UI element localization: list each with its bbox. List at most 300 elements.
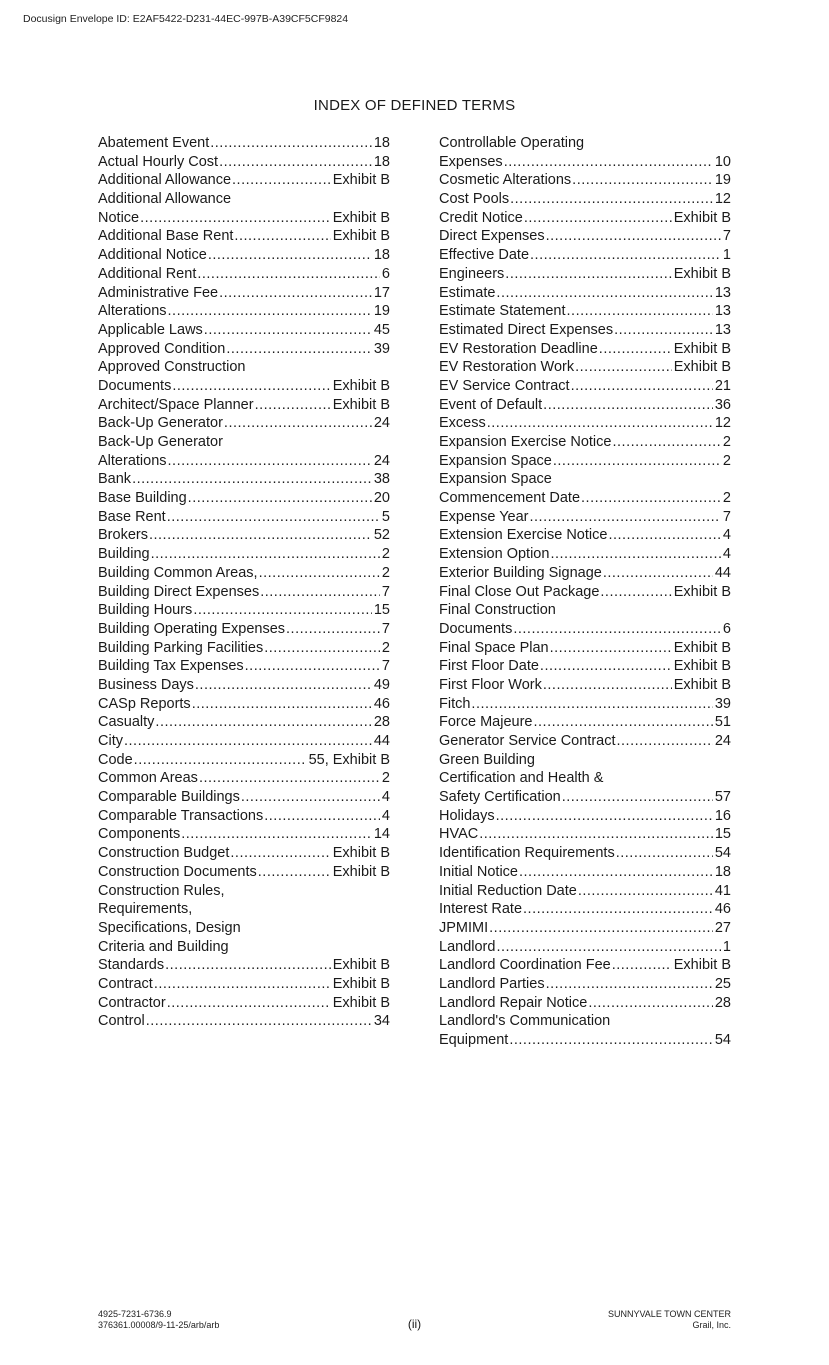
dot-leader: [181, 825, 372, 844]
index-entry: [439, 863, 731, 882]
index-term: Excess: [439, 415, 486, 432]
index-page-ref: 18: [373, 247, 390, 264]
index-page-ref: 10: [714, 153, 731, 170]
dot-leader: [241, 788, 380, 807]
index-term: Fitch: [439, 695, 471, 712]
index-term: Additional Rent: [98, 265, 197, 282]
index-term: City: [98, 733, 123, 749]
index-entry: [98, 284, 390, 303]
index-entry: [98, 134, 390, 153]
index-page-ref: 44: [714, 564, 731, 581]
index-term: Controllable Operating: [439, 135, 585, 151]
index-entry: [98, 508, 390, 527]
index-term: Building Common Areas,: [98, 564, 258, 581]
index-page-ref: 44: [373, 733, 390, 749]
index-entry: [98, 190, 390, 227]
index-page-ref: 19: [714, 172, 731, 189]
index-term: Cost Pools: [439, 191, 510, 208]
dot-leader: [519, 863, 713, 882]
index-term: Alterations: [98, 452, 167, 469]
dot-leader: [496, 938, 720, 957]
index-term: Building Operating Expenses: [98, 620, 286, 637]
index-term: EV Restoration Deadline: [439, 340, 598, 357]
index-term: Identification Requirements: [439, 845, 615, 862]
index-term: Final Close Out Package: [439, 583, 600, 600]
dot-leader: [572, 171, 713, 190]
dot-leader: [546, 975, 713, 994]
index-page-ref: 6: [722, 620, 731, 637]
dot-leader: [188, 489, 372, 508]
index-term: JPMIMI: [439, 919, 489, 936]
index-entry: [439, 732, 731, 751]
index-entry: [98, 732, 390, 751]
index-term: Final Construction: [439, 602, 556, 619]
index-page-ref: 46: [373, 695, 390, 712]
dot-leader: [578, 882, 713, 901]
index-page-ref: 1: [722, 247, 731, 264]
index-term: Comparable Transactions: [98, 807, 264, 824]
index-entry: [439, 284, 731, 303]
index-entry: [439, 452, 731, 471]
index-page-ref: 41: [714, 882, 731, 899]
dot-leader: [286, 620, 380, 639]
index-term: Building Direct Expenses: [98, 583, 260, 600]
index-term: Specifications, Design: [98, 919, 241, 936]
index-term: Construction Budget: [98, 845, 230, 862]
index-entry: [98, 713, 390, 732]
index-page-ref: 46: [714, 901, 731, 918]
index-page-ref: Exhibit B: [673, 265, 731, 282]
index-term: Safety Certification: [439, 789, 561, 806]
index-term: Landlord Parties: [439, 975, 545, 992]
dot-leader: [612, 956, 672, 975]
index-page-ref: 2: [722, 434, 731, 450]
index-entry: [439, 900, 731, 919]
index-entry: [98, 340, 390, 359]
index-page-ref: 15: [373, 602, 390, 619]
index-entry: [98, 414, 390, 433]
index-term: Documents: [439, 620, 513, 637]
index-page-ref: 25: [714, 975, 731, 992]
index-entry: [439, 396, 731, 415]
index-term: Brokers: [98, 527, 148, 544]
dot-leader: [219, 153, 372, 172]
index-page-ref: 51: [714, 714, 731, 731]
index-term: Bank: [98, 471, 132, 488]
index-page-ref: 13: [714, 303, 731, 320]
index-entry: [98, 807, 390, 826]
dot-leader: [614, 321, 713, 340]
index-term: Engineers: [439, 265, 505, 282]
index-entry: [439, 601, 731, 638]
dot-leader: [543, 676, 672, 695]
dot-leader: [132, 470, 372, 489]
index-entry: [439, 302, 731, 321]
index-term: Building Parking Facilities: [98, 639, 264, 656]
index-page-ref: 7: [381, 583, 390, 600]
index-page-ref: 2: [722, 490, 731, 507]
index-page-ref: Exhibit B: [332, 994, 390, 1011]
dot-leader: [192, 695, 372, 714]
dot-leader: [543, 396, 713, 415]
index-page-ref: 6: [381, 265, 390, 282]
index-entry: [439, 713, 731, 732]
footer-tenant-name: Grail, Inc.: [692, 1320, 731, 1330]
dot-leader: [259, 564, 380, 583]
index-entry: [439, 975, 731, 994]
index-term: Estimate Statement: [439, 303, 566, 320]
index-entry: [98, 825, 390, 844]
index-term: Certification and Health &: [439, 770, 604, 787]
index-entry: [439, 526, 731, 545]
index-page-ref: 28: [714, 994, 731, 1011]
dot-leader: [258, 863, 331, 882]
index-page-ref: 24: [714, 733, 731, 749]
index-page-ref: 39: [714, 695, 731, 712]
index-page-ref: 7: [722, 228, 731, 245]
dot-leader: [155, 713, 371, 732]
index-page-ref: 14: [373, 826, 390, 843]
index-page-ref: 55, Exhibit B: [308, 751, 390, 768]
index-page-ref: 19: [373, 303, 390, 320]
dot-leader: [479, 825, 713, 844]
index-term: Base Rent: [98, 508, 166, 525]
index-term: Components: [98, 826, 181, 843]
dot-leader: [599, 340, 672, 359]
index-term: Building Hours: [98, 602, 193, 619]
index-entry: [98, 246, 390, 265]
dot-leader: [533, 713, 712, 732]
index-page-ref: 28: [373, 714, 390, 731]
dot-leader: [608, 526, 720, 545]
index-term: Contractor: [98, 994, 166, 1011]
index-entry: [98, 227, 390, 246]
index-term: Exterior Building Signage: [439, 564, 602, 581]
dot-leader: [245, 657, 380, 676]
index-entry: [439, 938, 731, 957]
index-page-ref: 5: [381, 508, 390, 525]
index-entry: [439, 227, 731, 246]
index-page-ref: Exhibit B: [673, 957, 731, 974]
index-term: Landlord: [439, 938, 496, 955]
index-term: EV Restoration Work: [439, 359, 575, 376]
index-entry: [439, 508, 731, 527]
index-page-ref: Exhibit B: [673, 359, 731, 376]
index-entry: [98, 545, 390, 564]
index-term: Additional Allowance: [98, 191, 232, 208]
index-entry: [439, 639, 731, 658]
dot-leader: [167, 994, 331, 1013]
index-page-ref: Exhibit B: [332, 228, 390, 245]
index-page-ref: Exhibit B: [332, 863, 390, 880]
index-term: Approved Condition: [98, 340, 226, 357]
dot-leader: [540, 657, 672, 676]
dot-leader: [505, 265, 671, 284]
index-term: Initial Notice: [439, 863, 518, 880]
index-entry: [439, 919, 731, 938]
index-entry: [98, 751, 390, 770]
index-term: Force Majeure: [439, 714, 533, 731]
dot-leader: [513, 620, 721, 639]
index-entry: [98, 620, 390, 639]
footer-doc-number: 4925-7231-6736.9: [98, 1309, 172, 1319]
index-term: Casualty: [98, 714, 155, 731]
index-term: Administrative Fee: [98, 284, 219, 301]
index-term: Landlord Repair Notice: [439, 994, 588, 1011]
index-entry: [439, 956, 731, 975]
dot-leader: [524, 209, 672, 228]
index-entry: [439, 358, 731, 377]
index-term: Base Building: [98, 490, 187, 507]
index-entry: [98, 769, 390, 788]
index-entry: [98, 433, 390, 470]
dot-leader: [208, 246, 372, 265]
index-page-ref: 36: [714, 396, 731, 413]
index-entry: [439, 844, 731, 863]
index-term: Back-Up Generator: [98, 415, 223, 432]
index-page-ref: Exhibit B: [332, 845, 390, 862]
index-entry: [98, 321, 390, 340]
dot-leader: [612, 433, 720, 452]
index-term: Event of Default: [439, 396, 543, 413]
index-page-ref: 2: [381, 639, 390, 656]
index-page-ref: 18: [373, 135, 390, 151]
index-entry: [98, 526, 390, 545]
index-page-ref: 13: [714, 284, 731, 301]
index-term: Notice: [98, 209, 140, 226]
index-page-ref: 4: [381, 789, 390, 806]
index-page-ref: Exhibit B: [673, 340, 731, 357]
index-page-ref: 4: [722, 546, 731, 563]
dot-leader: [197, 265, 380, 284]
dot-leader: [226, 340, 371, 359]
index-entry: [439, 171, 731, 190]
dot-leader: [616, 844, 713, 863]
dot-leader: [510, 190, 713, 209]
index-entry: [439, 825, 731, 844]
index-entry: [439, 564, 731, 583]
index-term: Back-Up Generator: [98, 434, 223, 450]
index-entry: [439, 545, 731, 564]
index-entry: [439, 321, 731, 340]
index-entry: [98, 358, 390, 395]
dot-leader: [168, 302, 372, 321]
dot-leader: [232, 171, 331, 190]
index-term: HVAC: [439, 826, 479, 843]
index-term: Common Areas: [98, 770, 198, 787]
index-term: Expenses: [439, 153, 503, 170]
index-page-ref: 18: [373, 153, 390, 170]
index-entry: [439, 265, 731, 284]
dot-leader: [124, 732, 372, 751]
index-term: Holidays: [439, 807, 495, 824]
index-page-ref: 49: [373, 676, 390, 693]
index-entry: [98, 153, 390, 172]
dot-leader: [504, 153, 713, 172]
index-term: Construction Rules,: [98, 882, 225, 899]
index-page-ref: 7: [381, 620, 390, 637]
dot-leader: [530, 508, 721, 527]
index-entry: [98, 601, 390, 620]
footer-matter-number: 376361.00008/9-11-25/arb/arb: [98, 1320, 220, 1330]
index-entry: [439, 583, 731, 602]
dot-leader: [600, 583, 671, 602]
index-page-ref: 15: [714, 826, 731, 843]
dot-leader: [553, 452, 721, 471]
index-entry: [98, 695, 390, 714]
index-term: Comparable Buildings: [98, 789, 240, 806]
index-term: Interest Rate: [439, 901, 523, 918]
index-entry: [439, 414, 731, 433]
index-term: Generator Service Contract: [439, 733, 616, 749]
index-term: Business Days: [98, 676, 194, 693]
index-page-ref: 2: [381, 770, 390, 787]
index-term: Contract: [98, 975, 153, 992]
dot-leader: [496, 807, 713, 826]
index-term: Estimated Direct Expenses: [439, 321, 614, 338]
dot-leader: [165, 956, 331, 975]
dot-leader: [255, 396, 331, 415]
dot-leader: [230, 844, 330, 863]
index-term: Direct Expenses: [439, 228, 545, 245]
index-term: Extension Option: [439, 546, 550, 563]
dot-leader: [210, 134, 372, 153]
index-page-ref: 2: [381, 546, 390, 563]
dot-leader: [581, 489, 721, 508]
dot-leader: [487, 414, 713, 433]
index-entry: [98, 1012, 390, 1031]
dot-leader: [260, 583, 380, 602]
index-term: Equipment: [439, 1032, 509, 1048]
index-page-ref: 21: [714, 377, 731, 394]
index-page-ref: 2: [381, 564, 390, 581]
dot-leader: [575, 358, 672, 377]
index-entry: [98, 788, 390, 807]
index-page-ref: 2: [722, 452, 731, 469]
index-term: Building: [98, 546, 150, 563]
index-entry: [98, 975, 390, 994]
index-entry: [439, 657, 731, 676]
index-term: Applicable Laws: [98, 321, 203, 338]
dot-leader: [195, 676, 372, 695]
index-term: Control: [98, 1013, 145, 1030]
docusign-envelope-id: Docusign Envelope ID: E2AF5422-D231-44EC-997B-A39CF5CF9824: [23, 13, 349, 25]
index-entry: [439, 246, 731, 265]
index-entry: [98, 657, 390, 676]
index-page-ref: Exhibit B: [332, 377, 390, 394]
dot-leader: [154, 975, 331, 994]
index-term: Expansion Space: [439, 452, 552, 469]
index-entry: [439, 695, 731, 714]
dot-leader: [496, 284, 712, 303]
index-page-ref: 54: [714, 845, 731, 862]
index-page-ref: 17: [373, 284, 390, 301]
dot-leader: [149, 526, 372, 545]
index-term: Standards: [98, 957, 165, 974]
index-entry: [98, 676, 390, 695]
dot-leader: [199, 769, 380, 788]
index-entry: [439, 676, 731, 695]
index-term: CASp Reports: [98, 695, 191, 712]
index-column-left: [98, 134, 390, 1031]
index-page-ref: 13: [714, 321, 731, 338]
index-term: Estimate: [439, 284, 496, 301]
index-page-ref: 39: [373, 340, 390, 357]
page-title: INDEX OF DEFINED TERMS: [313, 97, 516, 114]
index-page-ref: 12: [714, 191, 731, 208]
dot-leader: [567, 302, 713, 321]
index-entry: [98, 844, 390, 863]
dot-leader: [168, 452, 372, 471]
index-term: Landlord Coordination Fee: [439, 957, 611, 974]
index-term: Green Building: [439, 751, 535, 768]
index-page-ref: 4: [722, 527, 731, 544]
index-term: Construction Documents: [98, 863, 257, 880]
index-term: Expansion Exercise Notice: [439, 434, 612, 450]
index-term: Actual Hourly Cost: [98, 153, 219, 170]
index-page-ref: Exhibit B: [673, 639, 731, 656]
dot-leader: [146, 1012, 372, 1031]
index-entry: [98, 265, 390, 284]
dot-leader: [224, 414, 372, 433]
dot-leader: [546, 227, 721, 246]
dot-leader: [140, 209, 331, 228]
index-term: Approved Construction: [98, 359, 246, 376]
index-term: Criteria and Building: [98, 938, 229, 955]
index-entry: [98, 882, 390, 975]
index-entry: [98, 171, 390, 190]
index-page-ref: 54: [714, 1032, 731, 1048]
index-term: Additional Notice: [98, 247, 207, 264]
dot-leader: [489, 919, 713, 938]
index-term: Additional Base Rent: [98, 228, 234, 245]
index-page-ref: 38: [373, 471, 390, 488]
index-term: Commencement Date: [439, 490, 581, 507]
index-entry: [439, 134, 731, 171]
index-entry: [98, 396, 390, 415]
index-entry: [98, 863, 390, 882]
index-page-ref: 52: [373, 527, 390, 544]
index-term: EV Service Contract: [439, 377, 570, 394]
index-term: Documents: [98, 377, 172, 394]
index-term: Final Space Plan: [439, 639, 549, 656]
index-entry: [439, 807, 731, 826]
index-page-ref: Exhibit B: [673, 583, 731, 600]
index-page-ref: 16: [714, 807, 731, 824]
dot-leader: [204, 321, 372, 340]
page-number: (ii): [407, 1317, 422, 1331]
index-page-ref: Exhibit B: [332, 975, 390, 992]
dot-leader: [550, 545, 720, 564]
index-page-ref: 57: [714, 789, 731, 806]
index-page-ref: 1: [722, 938, 731, 955]
index-term: First Floor Work: [439, 676, 542, 693]
index-entry: [439, 340, 731, 359]
dot-leader: [234, 227, 330, 246]
index-page-ref: Exhibit B: [332, 172, 390, 189]
index-page-ref: 24: [373, 452, 390, 469]
index-page-ref: 20: [373, 490, 390, 507]
index-entry: [98, 489, 390, 508]
dot-leader: [571, 377, 713, 396]
dot-leader: [588, 994, 713, 1013]
index-term: Credit Notice: [439, 209, 523, 226]
index-entry: [98, 994, 390, 1013]
index-term: Expansion Space: [439, 471, 552, 488]
index-term: Additional Allowance: [98, 172, 232, 189]
index-page-ref: 4: [381, 807, 390, 824]
index-entry: [98, 470, 390, 489]
